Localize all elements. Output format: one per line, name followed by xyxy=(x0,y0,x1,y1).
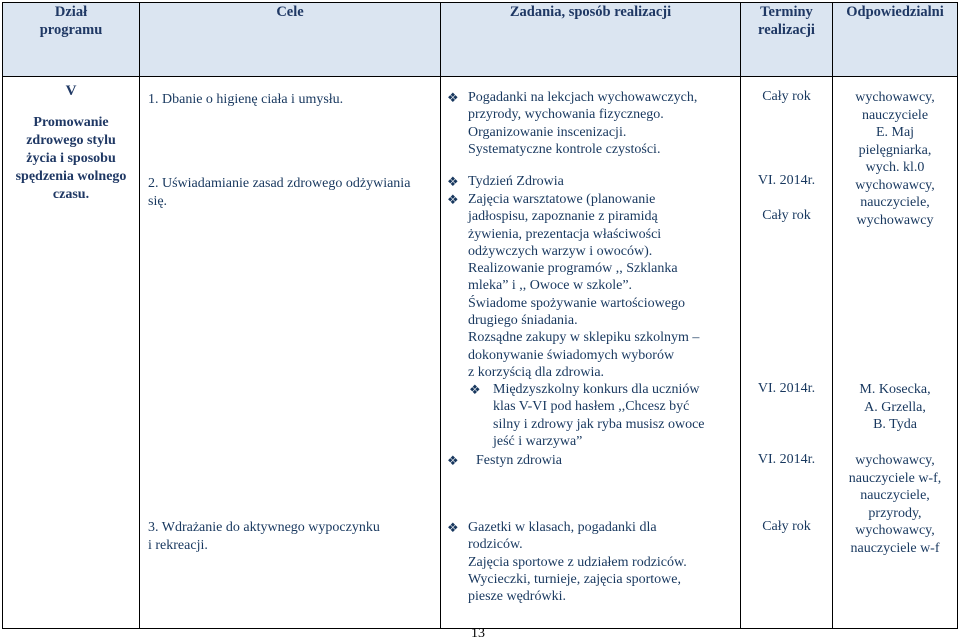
cel-3: 3. Wdrażanie do aktywnego wypoczynku i rekreacji. xyxy=(148,520,380,553)
diamond-bullet-icon: ❖ xyxy=(447,521,459,536)
zadania-cell xyxy=(441,77,741,629)
termin-5: VI. 2014r. xyxy=(757,452,816,467)
header-dzial: Dział programu xyxy=(3,3,140,77)
dzial-cell: V Promowanie zdrowego stylu życia i sposobu spędzenia wolnego czasu. xyxy=(3,77,140,629)
zadanie-2: Tydzień Zdrowia xyxy=(468,174,564,189)
diamond-bullet-icon: ❖ xyxy=(447,454,459,469)
cel-1: 1. Dbanie o higienę ciała i umysłu. xyxy=(148,92,344,107)
zadanie-4: Międzyszkolny konkurs dla uczniów klas V-VI pod hasłem ,,Chcesz być silny i zdrowy jak ryba musisz owoce jeść i warzywa” xyxy=(493,382,705,449)
cel-2: 2. Uświadamianie zasad zdrowego odżywiania się. xyxy=(148,176,411,209)
diamond-bullet-icon: ❖ xyxy=(447,91,459,106)
odpowiedzialni-group-1: wychowawcy, nauczyciele E. Maj pielęgniarka, wych. kl.0 wychowawcy, nauczyciele, wychowawcy xyxy=(855,90,935,228)
header-cele: Cele xyxy=(140,3,441,77)
header-zadania: Zadania, sposób realizacji xyxy=(441,3,741,77)
terminy-cell xyxy=(741,77,833,629)
section-number: V xyxy=(65,83,77,99)
zadanie-3: Zajęcia warsztatowe (planowanie jadłospisu, zapoznanie z piramidą żywienia, prezentacja właściwości odżywczych warzyw i owoców). Realizowanie programów ,, Szklanka mleka” i ,, Owoce w szkole”. Świadome spożywanie wartościowego drugiego śniadania. Rozsądne zakupy w sklepiku szkolnym – dokonywanie świadomych wyborów z korzyścią dla zdrowia. xyxy=(468,192,700,380)
diamond-bullet-icon: ❖ xyxy=(469,383,481,398)
header-terminy: Terminy realizacji xyxy=(741,3,833,77)
section-row xyxy=(3,77,958,629)
header-odpowiedzialni: Odpowiedzialni xyxy=(833,3,958,77)
odpowiedzialni-group-2: M. Kosecka, A. Grzella, B. Tyda xyxy=(859,382,931,432)
termin-2: VI. 2014r. xyxy=(757,173,816,188)
cele-cell xyxy=(140,77,441,629)
zadanie-5: Festyn zdrowia xyxy=(476,453,562,468)
termin-3: Cały rok xyxy=(762,208,811,223)
termin-4: VI. 2014r. xyxy=(757,381,816,396)
zadanie-6: Gazetki w klasach, pogadanki dla rodziców. Zajęcia sportowe z udziałem rodziców. Wycieczki, turnieje, zajęcia sportowe, piesze wędrówki. xyxy=(468,520,687,605)
zadanie-1: Pogadanki na lekcjach wychowawczych, przyrody, wychowania fizycznego. Organizowanie inscenizacji. Systematyczne kontrole czystości. xyxy=(468,90,698,157)
program-table xyxy=(2,2,958,629)
page-number: 13 xyxy=(471,626,485,641)
diamond-bullet-icon: ❖ xyxy=(447,175,459,190)
header-row xyxy=(3,3,958,77)
odpowiedzialni-cell xyxy=(833,77,958,629)
termin-6: Cały rok xyxy=(762,519,811,534)
odpowiedzialni-group-3: wychowawcy, nauczyciele w-f, nauczyciele, przyrody, wychowawcy, nauczyciele w-f xyxy=(848,453,942,556)
diamond-bullet-icon: ❖ xyxy=(447,193,459,208)
termin-1: Cały rok xyxy=(762,89,811,104)
